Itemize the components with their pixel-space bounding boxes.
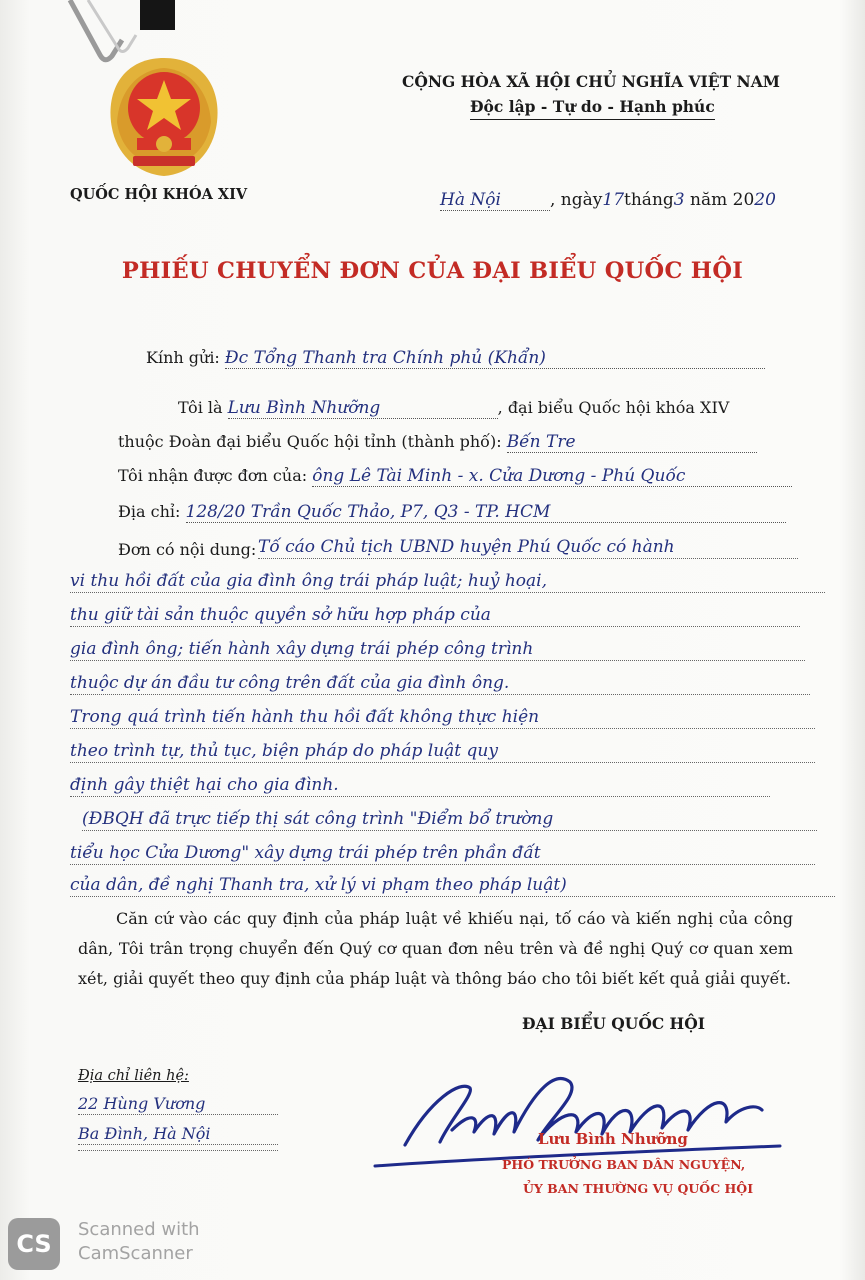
watermark-line-1: Scanned with [78,1219,200,1240]
delegate-row [178,398,729,419]
content-line: tiểu học Cửa Dương" xây dựng trái phép trên phần đất [70,842,815,865]
content-line: (ĐBQH đã trực tiếp thị sát công trình "Điểm bổ trường [82,808,817,831]
watermark-line-2: CamScanner [78,1243,193,1264]
recipient-value: Đc Tổng Thanh tra Chính phủ (Khẩn) [225,348,765,369]
petitioner-label: Tôi nhận được đơn của: [118,466,308,485]
content-line: Trong quá trình tiến hành thu hồi đất không thực hiện [70,706,815,729]
assembly-label: QUỐC HỘI KHÓA XIV [70,186,248,203]
national-emblem-icon [103,52,225,182]
motto: Độc lập - Tự do - Hạnh phúc [470,97,715,120]
content-line: thuộc dự án đầu tư công trên đất của gia đình ông. [70,672,810,695]
petitioner-value: ông Lê Tài Minh - x. Cửa Dương - Phú Quốc [312,466,792,487]
scanner-watermark [78,1218,200,1266]
delegate-label: Tôi là [178,398,223,417]
content-line: định gây thiệt hại cho gia đình. [70,774,770,797]
recipient-label: Kính gửi: [146,348,220,367]
delegation-row [118,432,757,453]
date-thang-label: tháng [624,190,674,210]
delegation-value: Bến Tre [507,432,757,453]
date-month: 3 [673,190,685,210]
body-paragraph: Căn cứ vào các quy định của pháp luật về khiếu nại, tố cáo và kiến nghị của công dân, Tôi trân trọng chuyển đến Quý cơ quan đơn nêu trên và đề nghị Quý cơ quan xem xét, giải quyết theo quy định của pháp luật và thông báo cho tôi biết kết quả giải quyết. [78,909,793,988]
signature-heading: ĐẠI BIỂU QUỐC HỘI [522,1014,705,1033]
content-line: theo trình tự, thủ tục, biện pháp do pháp luật quy [70,740,815,763]
contact-line-2: Ba Đình, Hà Nội [78,1124,278,1145]
content-line: thu giữ tài sản thuộc quyền sở hữu hợp pháp của [70,604,800,627]
content-line: vi thu hồi đất của gia đình ông trái pháp luật; huỷ hoại, [70,570,825,593]
contact-line-3 [78,1150,278,1151]
delegate-name: Lưu Bình Nhưỡng [228,398,498,419]
contact-label: Địa chỉ liên hệ: [78,1068,189,1084]
delegate-suffix: , đại biểu Quốc hội khóa XIV [497,398,730,417]
petitioner-row [118,466,792,487]
address-label: Địa chỉ: [118,502,181,521]
document-title: PHIẾU CHUYỂN ĐƠN CỦA ĐẠI BIỂU QUỐC HỘI [121,258,744,284]
address-row [118,502,786,523]
date-day: 17 [602,190,625,210]
date-ngay-label: , ngày [550,190,603,210]
date-nam-label: năm 20 [690,190,755,210]
content-row [118,540,256,559]
nation-heading: CỘNG HÒA XÃ HỘI CHỦ NGHĨA VIỆT NAM [402,72,780,91]
date-line [440,190,776,211]
signer-name: Lưu Bình Nhưỡng [538,1130,688,1148]
delegation-label: thuộc Đoàn đại biểu Quốc hội tỉnh (thành phố): [118,432,502,451]
signer-title-line-1: PHÓ TRƯỞNG BAN DÂN NGUYỆN, [502,1157,746,1172]
content-line: của dân, đề nghị Thanh tra, xử lý vi phạm theo pháp luật) [70,874,835,897]
address-value: 128/20 Trần Quốc Thảo, P7, Q3 - TP. HCM [186,502,786,523]
content-line: gia đình ông; tiến hành xây dựng trái phép công trình [70,638,805,661]
contact-line-1: 22 Hùng Vương [78,1094,278,1115]
date-place: Hà Nội [440,190,550,211]
content-line: Tố cáo Chủ tịch UBND huyện Phú Quốc có hành [258,536,798,559]
signer-title-line-2: ỦY BAN THƯỜNG VỤ QUỐC HỘI [523,1181,754,1196]
recipient-row [146,348,765,369]
date-year-suffix: 20 [754,190,776,210]
content-label: Đơn có nội dung: [118,540,257,559]
camscanner-logo: CS [8,1218,60,1270]
